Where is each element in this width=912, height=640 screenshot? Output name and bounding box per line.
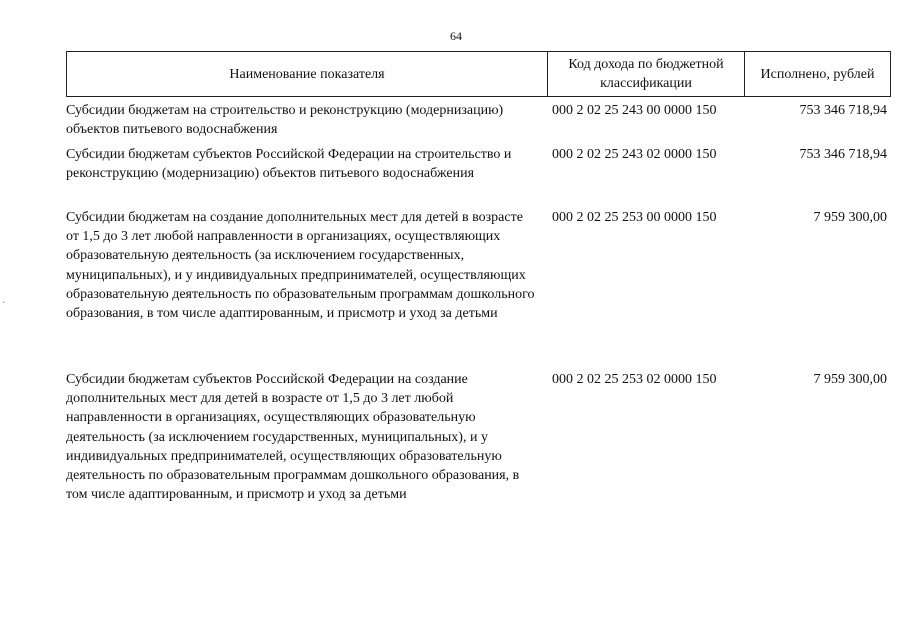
- header-executed: Исполнено, рублей: [760, 66, 875, 82]
- header-code: Код дохода по бюджетной классификации: [548, 52, 745, 96]
- row-name: Субсидии бюджетам на строительство и реконструкцию (модернизацию) объектов питьевого водоснабжения: [66, 103, 504, 138]
- row-name: Субсидии бюджетам на создание дополнительных мест для детей в возрасте от 1,5 до 3 лет любой направленности в организациях, осуществляющих образовательную деятельность (за исключением государственных, муниципальных), и у индивидуальных предпринимателей, осуществляющих образовательную деятельность по образовательным программам дошкольного образования, в том числе адаптированным, и присмотр и уход за детьми: [66, 210, 535, 322]
- row-code: 000 2 02 25 253 02 0000 150: [552, 372, 717, 387]
- row-value: 753 346 718,94: [799, 147, 887, 162]
- header-name: Наименование показателя: [67, 52, 548, 96]
- row-value: 753 346 718,94: [799, 103, 887, 118]
- row-value: 7 959 300,00: [813, 210, 887, 225]
- row-value: 7 959 300,00: [813, 372, 887, 387]
- row-code: 000 2 02 25 243 00 0000 150: [552, 103, 717, 118]
- table-header: [66, 51, 891, 97]
- row-name: Субсидии бюджетам субъектов Российской Федерации на строительство и реконструкцию (модернизацию) объектов питьевого водоснабжения: [66, 147, 512, 182]
- row-name: Субсидии бюджетам субъектов Российской Федерации на создание дополнительных мест для детей в возрасте от 1,5 до 3 лет любой направленности в организациях, осуществляющих образовательную деятельность (за исключением государственных, муниципальных), и у индивидуальных предпринимателей, осуществляющих образовательную деятельность по образовательным программам дошкольного образования, в том числе адаптированным, и присмотр и уход за детьми: [66, 372, 520, 503]
- row-code: 000 2 02 25 253 00 0000 150: [552, 210, 717, 225]
- row-code: 000 2 02 25 243 02 0000 150: [552, 147, 717, 162]
- page-number: 64: [450, 29, 462, 43]
- scan-mark: ·: [2, 298, 6, 309]
